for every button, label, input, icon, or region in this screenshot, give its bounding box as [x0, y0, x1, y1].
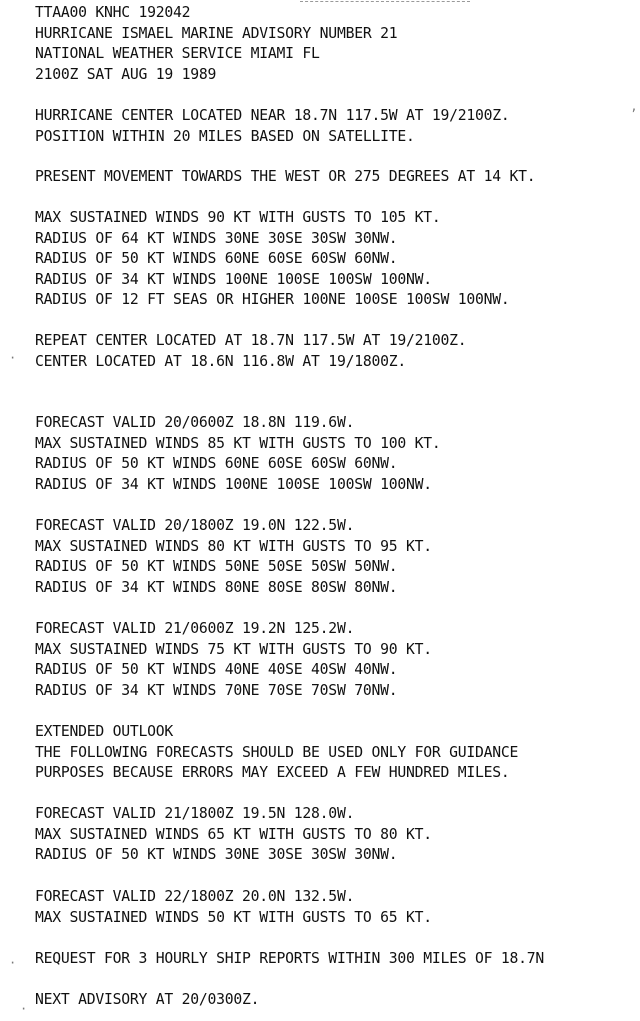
- repeat-block: [35, 330, 480, 371]
- forecast-radius-34kt: RADIUS OF 34 KT WINDS 80NE 80SE 80SW 80NW.: [35, 577, 398, 596]
- forecast-max-winds: MAX SUSTAINED WINDS 50 KT WITH GUSTS TO 65 KT.: [35, 907, 432, 926]
- next-advisory-block: [35, 989, 266, 1010]
- scan-speck: ·: [9, 956, 17, 970]
- forecast-block-3: [35, 618, 444, 700]
- extended-outlook-heading: EXTENDED OUTLOOK: [35, 722, 174, 740]
- outlook-caveat-1: THE FOLLOWING FORECASTS SHOULD BE USED ONLY FOR GUIDANCE: [35, 742, 519, 761]
- forecast-max-winds: MAX SUSTAINED WINDS 85 KT WITH GUSTS TO 100 KT.: [35, 433, 441, 452]
- forecast-block-2: [35, 515, 444, 597]
- radius-12ft-seas: RADIUS OF 12 FT SEAS OR HIGHER 100NE 100SE 100SW 100NW.: [35, 290, 510, 309]
- advisory-title: HURRICANE ISMAEL MARINE ADVISORY NUMBER 21: [35, 23, 398, 42]
- scan-speck: ·: [9, 351, 17, 365]
- forecast-valid: FORECAST VALID 20/0600Z 18.8N 119.6W.: [35, 413, 355, 431]
- forecast-radius-34kt: RADIUS OF 34 KT WINDS 100NE 100SE 100SW 100NW.: [35, 474, 432, 493]
- ship-report-request: REQUEST FOR 3 HOURLY SHIP REPORTS WITHIN 300 MILES OF 18.7N: [35, 949, 544, 967]
- scan-speck: ·: [20, 1002, 28, 1016]
- next-advisory: NEXT ADVISORY AT 20/0300Z.: [35, 990, 260, 1008]
- scan-speck: ’: [630, 107, 638, 121]
- outlook-caveat-2: PURPOSES BECAUSE ERRORS MAY EXCEED A FEW HUNDRED MILES.: [35, 763, 510, 782]
- forecast-block-1: [35, 412, 453, 494]
- center-block: [35, 105, 524, 146]
- extended-outlook-block: [35, 721, 533, 783]
- issue-time: 2100Z SAT AUG 19 1989: [35, 64, 217, 83]
- forecast-radius-50kt: RADIUS OF 50 KT WINDS 50NE 50SE 50SW 50NW.: [35, 557, 398, 576]
- winds-block: [35, 207, 524, 310]
- center-location: HURRICANE CENTER LOCATED NEAR 18.7N 117.5W AT 19/2100Z.: [35, 106, 510, 124]
- forecast-radius-50kt: RADIUS OF 50 KT WINDS 60NE 60SE 60SW 60NW.: [35, 454, 398, 473]
- issuing-office: NATIONAL WEATHER SERVICE MIAMI FL: [35, 44, 320, 63]
- previous-center: CENTER LOCATED AT 18.6N 116.8W AT 19/1800Z.: [35, 351, 406, 370]
- forecast-max-winds: MAX SUSTAINED WINDS 75 KT WITH GUSTS TO 90 KT.: [35, 639, 432, 658]
- position-accuracy: POSITION WITHIN 20 MILES BASED ON SATELLITE.: [35, 126, 415, 145]
- forecast-radius-34kt: RADIUS OF 34 KT WINDS 70NE 70SE 70SW 70NW.: [35, 680, 398, 699]
- forecast-block-5: [35, 886, 444, 927]
- forecast-max-winds: MAX SUSTAINED WINDS 65 KT WITH GUSTS TO 80 KT.: [35, 824, 432, 843]
- forecast-radius-50kt: RADIUS OF 50 KT WINDS 30NE 30SE 30SW 30NW.: [35, 845, 398, 864]
- request-block: [35, 948, 560, 969]
- present-movement: PRESENT MOVEMENT TOWARDS THE WEST OR 275 DEGREES AT 14 KT.: [35, 167, 536, 185]
- forecast-block-4: [35, 803, 444, 865]
- radius-34kt: RADIUS OF 34 KT WINDS 100NE 100SE 100SW 100NW.: [35, 269, 432, 288]
- repeat-center: REPEAT CENTER LOCATED AT 18.7N 117.5W AT 19/2100Z.: [35, 331, 467, 349]
- forecast-valid: FORECAST VALID 21/1800Z 19.5N 128.0W.: [35, 804, 355, 822]
- forecast-valid: FORECAST VALID 20/1800Z 19.0N 122.5W.: [35, 516, 355, 534]
- bulletin-id: TTAA00 KNHC 192042: [35, 3, 191, 21]
- radius-64kt: RADIUS OF 64 KT WINDS 30NE 30SE 30SW 30NW.: [35, 228, 398, 247]
- forecast-max-winds: MAX SUSTAINED WINDS 80 KT WITH GUSTS TO 95 KT.: [35, 536, 432, 555]
- movement-block: [35, 166, 551, 187]
- header-block: [35, 2, 409, 84]
- forecast-valid: FORECAST VALID 21/0600Z 19.2N 125.2W.: [35, 619, 355, 637]
- max-winds: MAX SUSTAINED WINDS 90 KT WITH GUSTS TO 105 KT.: [35, 208, 441, 226]
- forecast-radius-50kt: RADIUS OF 50 KT WINDS 40NE 40SE 40SW 40NW.: [35, 660, 398, 679]
- radius-50kt: RADIUS OF 50 KT WINDS 60NE 60SE 60SW 60NW.: [35, 249, 398, 268]
- forecast-valid: FORECAST VALID 22/1800Z 20.0N 132.5W.: [35, 887, 355, 905]
